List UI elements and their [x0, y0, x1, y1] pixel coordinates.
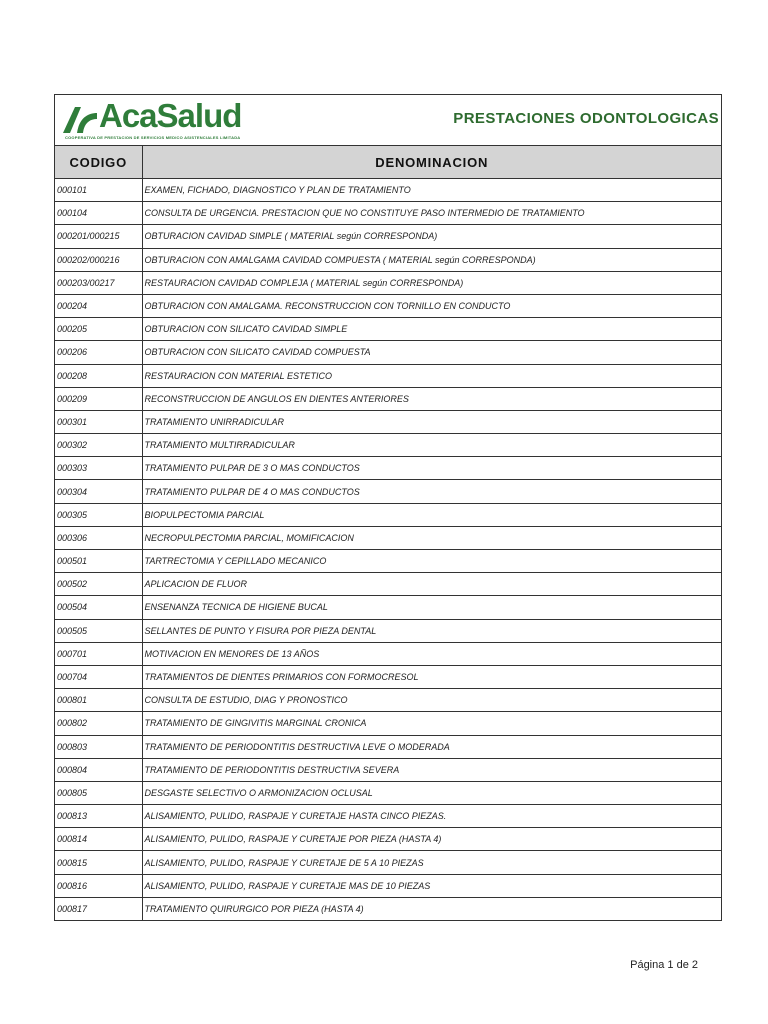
cell-codigo: 000504 [55, 596, 142, 619]
cell-codigo: 000805 [55, 781, 142, 804]
cell-denominacion: RESTAURACION CON MATERIAL ESTETICO [142, 364, 721, 387]
table-row [55, 712, 721, 735]
cell-codigo: 000303 [55, 457, 142, 480]
cell-denominacion: OBTURACION CON AMALGAMA CAVIDAD COMPUESTA ( MATERIAL según CORRESPONDA) [142, 248, 721, 271]
table-row [55, 735, 721, 758]
cell-denominacion: TRATAMIENTO MULTIRRADICULAR [142, 434, 721, 457]
table-row [55, 503, 721, 526]
column-header-denominacion: DENOMINACION [142, 146, 721, 179]
cell-denominacion: TRATAMIENTO DE PERIODONTITIS DESTRUCTIVA SEVERA [142, 758, 721, 781]
cell-codigo: 000301 [55, 410, 142, 433]
table-row [55, 689, 721, 712]
cell-codigo: 000202/000216 [55, 248, 142, 271]
document-title: PRESTACIONES ODONTOLOGICAS [453, 110, 719, 127]
table-row [55, 434, 721, 457]
table-row [55, 341, 721, 364]
cell-denominacion: TRATAMIENTO DE PERIODONTITIS DESTRUCTIVA LEVE O MODERADA [142, 735, 721, 758]
table-header-row [55, 146, 721, 179]
cell-codigo: 000204 [55, 294, 142, 317]
cell-denominacion: TRATAMIENTO DE GINGIVITIS MARGINAL CRONICA [142, 712, 721, 735]
table-body [55, 179, 721, 921]
cell-codigo: 000505 [55, 619, 142, 642]
logo-tagline: COOPERATIVA DE PRESTACION DE SERVICIOS MEDICO ASISTENCIALES LIMITADA [65, 135, 241, 140]
cell-codigo: 000201/000215 [55, 225, 142, 248]
cell-codigo: 000815 [55, 851, 142, 874]
acasalud-logo-icon [61, 103, 99, 137]
table-row [55, 271, 721, 294]
cell-denominacion: BIOPULPECTOMIA PARCIAL [142, 503, 721, 526]
cell-codigo: 000206 [55, 341, 142, 364]
cell-denominacion: RECONSTRUCCION DE ANGULOS EN DIENTES ANTERIORES [142, 387, 721, 410]
document-sheet [54, 94, 722, 921]
cell-denominacion: DESGASTE SELECTIVO O ARMONIZACION OCLUSAL [142, 781, 721, 804]
cell-denominacion: CONSULTA DE ESTUDIO, DIAG Y PRONOSTICO [142, 689, 721, 712]
table-row [55, 457, 721, 480]
prestaciones-table [55, 146, 721, 921]
cell-codigo: 000304 [55, 480, 142, 503]
cell-codigo: 000101 [55, 179, 142, 202]
table-row [55, 202, 721, 225]
table-row [55, 828, 721, 851]
cell-denominacion: ENSENANZA TECNICA DE HIGIENE BUCAL [142, 596, 721, 619]
table-row [55, 851, 721, 874]
table-row [55, 573, 721, 596]
table-row [55, 897, 721, 920]
table-row [55, 225, 721, 248]
table-row [55, 619, 721, 642]
cell-denominacion: ALISAMIENTO, PULIDO, RASPAJE Y CURETAJE POR PIEZA (HASTA 4) [142, 828, 721, 851]
page-number: Página 1 de 2 [630, 959, 698, 971]
table-row [55, 596, 721, 619]
table-row [55, 410, 721, 433]
cell-codigo: 000502 [55, 573, 142, 596]
table-row [55, 526, 721, 549]
cell-denominacion: TRATAMIENTO UNIRRADICULAR [142, 410, 721, 433]
cell-denominacion: RESTAURACION CAVIDAD COMPLEJA ( MATERIAL según CORRESPONDA) [142, 271, 721, 294]
table-row [55, 781, 721, 804]
table-row [55, 294, 721, 317]
table-row [55, 480, 721, 503]
cell-codigo: 000814 [55, 828, 142, 851]
table-row [55, 387, 721, 410]
table-row [55, 805, 721, 828]
cell-codigo: 000203/00217 [55, 271, 142, 294]
cell-codigo: 000816 [55, 874, 142, 897]
table-row [55, 364, 721, 387]
table-row [55, 665, 721, 688]
logo-wordmark: AcaSalud [99, 97, 242, 134]
cell-codigo: 000209 [55, 387, 142, 410]
cell-denominacion: MOTIVACION EN MENORES DE 13 AÑOS [142, 642, 721, 665]
cell-codigo: 000306 [55, 526, 142, 549]
document-header [55, 95, 721, 146]
cell-codigo: 000803 [55, 735, 142, 758]
cell-denominacion: EXAMEN, FICHADO, DIAGNOSTICO Y PLAN DE TRATAMIENTO [142, 179, 721, 202]
table-row [55, 248, 721, 271]
cell-denominacion: OBTURACION CON SILICATO CAVIDAD SIMPLE [142, 318, 721, 341]
cell-codigo: 000804 [55, 758, 142, 781]
cell-codigo: 000205 [55, 318, 142, 341]
cell-denominacion: APLICACION DE FLUOR [142, 573, 721, 596]
cell-denominacion: TRATAMIENTO PULPAR DE 4 O MAS CONDUCTOS [142, 480, 721, 503]
cell-denominacion: TRATAMIENTO QUIRURGICO POR PIEZA (HASTA 4) [142, 897, 721, 920]
table-row [55, 758, 721, 781]
cell-codigo: 000801 [55, 689, 142, 712]
cell-codigo: 000501 [55, 550, 142, 573]
cell-codigo: 000104 [55, 202, 142, 225]
table-row [55, 179, 721, 202]
cell-codigo: 000305 [55, 503, 142, 526]
column-header-codigo: CODIGO [55, 146, 142, 179]
cell-denominacion: NECROPULPECTOMIA PARCIAL, MOMIFICACION [142, 526, 721, 549]
acasalud-logo [61, 97, 261, 141]
cell-denominacion: CONSULTA DE URGENCIA. PRESTACION QUE NO CONSTITUYE PASO INTERMEDIO DE TRATAMIENTO [142, 202, 721, 225]
cell-denominacion: OBTURACION CAVIDAD SIMPLE ( MATERIAL según CORRESPONDA) [142, 225, 721, 248]
cell-denominacion: OBTURACION CON AMALGAMA. RECONSTRUCCION CON TORNILLO EN CONDUCTO [142, 294, 721, 317]
cell-denominacion: OBTURACION CON SILICATO CAVIDAD COMPUESTA [142, 341, 721, 364]
table-row [55, 642, 721, 665]
cell-denominacion: SELLANTES DE PUNTO Y FISURA POR PIEZA DENTAL [142, 619, 721, 642]
cell-denominacion: TRATAMIENTO PULPAR DE 3 O MAS CONDUCTOS [142, 457, 721, 480]
table-row [55, 550, 721, 573]
cell-codigo: 000704 [55, 665, 142, 688]
table-row [55, 318, 721, 341]
cell-denominacion: ALISAMIENTO, PULIDO, RASPAJE Y CURETAJE DE 5 A 10 PIEZAS [142, 851, 721, 874]
cell-codigo: 000817 [55, 897, 142, 920]
cell-denominacion: TARTRECTOMIA Y CEPILLADO MECANICO [142, 550, 721, 573]
cell-codigo: 000802 [55, 712, 142, 735]
table-row [55, 874, 721, 897]
cell-codigo: 000302 [55, 434, 142, 457]
cell-denominacion: ALISAMIENTO, PULIDO, RASPAJE Y CURETAJE MAS DE 10 PIEZAS [142, 874, 721, 897]
cell-denominacion: TRATAMIENTOS DE DIENTES PRIMARIOS CON FORMOCRESOL [142, 665, 721, 688]
cell-denominacion: ALISAMIENTO, PULIDO, RASPAJE Y CURETAJE HASTA CINCO PIEZAS. [142, 805, 721, 828]
cell-codigo: 000813 [55, 805, 142, 828]
cell-codigo: 000701 [55, 642, 142, 665]
cell-codigo: 000208 [55, 364, 142, 387]
